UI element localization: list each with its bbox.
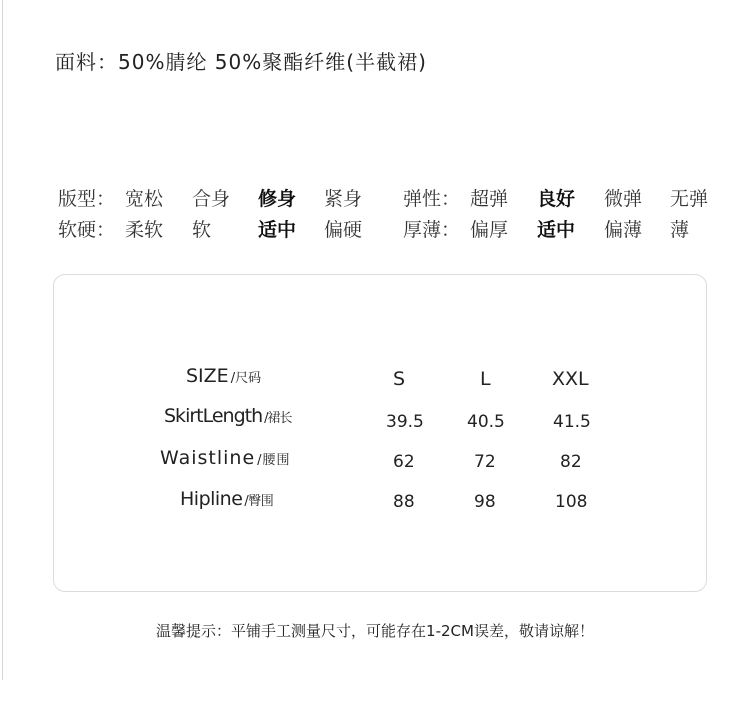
- size-column-xxl: XXL: [552, 368, 589, 390]
- fit-option: 紧身: [324, 188, 363, 210]
- table-cell: 39.5: [386, 412, 424, 432]
- elasticity-option: 超弹: [470, 188, 509, 210]
- fit-option: 宽松: [125, 188, 164, 210]
- table-cell: 41.5: [553, 412, 591, 432]
- row-label-skirt-length: SkirtLength /裙长: [164, 405, 292, 427]
- elasticity-option: 微弹: [604, 188, 643, 210]
- row-label-waistline: Waistline /腰围: [160, 447, 291, 469]
- fit-label: 版型：: [58, 188, 116, 210]
- fit-option: 合身: [192, 188, 231, 210]
- table-cell: 98: [474, 492, 496, 512]
- left-divider: [2, 0, 3, 680]
- softness-option: 偏硬: [324, 219, 363, 241]
- table-cell: 72: [474, 452, 496, 472]
- table-cell: 108: [555, 492, 588, 512]
- row-label-hipline: Hipline /臀围: [180, 488, 274, 510]
- table-cell: 40.5: [467, 412, 505, 432]
- thickness-option: 偏厚: [470, 219, 509, 241]
- fit-option-selected: 修身: [258, 188, 297, 210]
- softness-option: 软: [192, 219, 212, 241]
- table-cell: 88: [393, 492, 415, 512]
- size-header-label: SIZE /尺码: [186, 365, 262, 387]
- thickness-option: 薄: [670, 219, 690, 241]
- size-chart-card: [53, 274, 707, 592]
- elasticity-option-selected: 良好: [537, 188, 576, 210]
- elasticity-label: 弹性：: [403, 188, 461, 210]
- thickness-label: 厚薄：: [403, 219, 461, 241]
- table-cell: 82: [560, 452, 582, 472]
- thickness-option-selected: 适中: [537, 219, 576, 241]
- softness-option-selected: 适中: [258, 219, 297, 241]
- size-column-s: S: [393, 368, 406, 390]
- elasticity-option: 无弹: [670, 188, 709, 210]
- table-cell: 62: [393, 452, 415, 472]
- softness-option: 柔软: [125, 219, 164, 241]
- size-column-l: L: [480, 368, 491, 390]
- fabric-composition: 面料：50%腈纶 50%聚酯纤维(半截裙): [55, 50, 427, 74]
- softness-label: 软硬：: [58, 219, 116, 241]
- thickness-option: 偏薄: [604, 219, 643, 241]
- measurement-note: 温馨提示：平铺手工测量尺寸，可能存在1-2CM误差，敬请谅解！: [156, 622, 594, 640]
